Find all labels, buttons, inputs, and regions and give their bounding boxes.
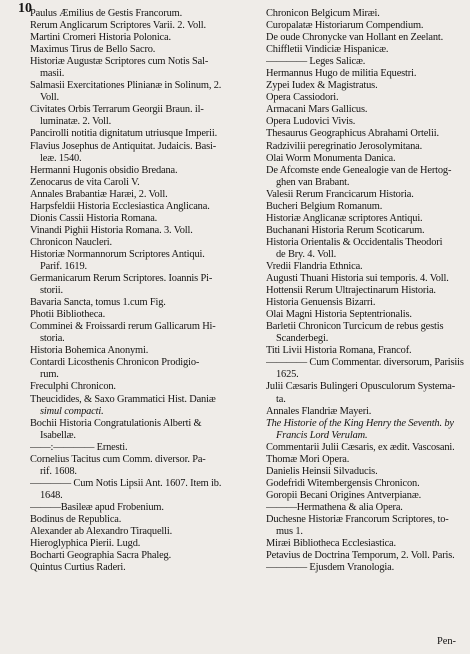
catalog-entry: ———Basileæ apud Frobenium. bbox=[30, 501, 164, 513]
catalog-entry: Commentarii Julii Cæsaris, ex ædit. Vascosani. bbox=[266, 441, 455, 453]
catalog-entry-continuation: ghen van Brabant. bbox=[276, 176, 350, 188]
catalog-entry: Bavaria Sancta, tomus 1.cum Fig. bbox=[30, 297, 166, 309]
catchword: Pen- bbox=[436, 636, 456, 647]
catalog-entry: Pancirolli notitia dignitatum utriusque Imperii. bbox=[30, 128, 218, 140]
catalog-entry: Titi Livii Historia Romana, Francof. bbox=[266, 345, 412, 357]
catalog-entry: Salmasii Exercitationes Plinianæ in Solinum, 2. bbox=[30, 80, 222, 92]
catalog-entry: Thomæ Mori Opera. bbox=[266, 453, 350, 465]
catalog-entry: Historia Bohemica Anonymi. bbox=[30, 345, 149, 357]
catalog-entry-continuation: mus 1. bbox=[276, 526, 303, 538]
catalog-entry: Alexander ab Alexandro Tiraquelli. bbox=[30, 526, 173, 538]
catalog-entry: ———— Cum Notis Lipsii Ant. 1607. Item ib. bbox=[30, 477, 222, 489]
catalog-entry: Godefridi Witembergensis Chronicon. bbox=[266, 477, 420, 489]
catalog-entry: Annales Flandriæ Mayeri. bbox=[266, 405, 372, 417]
catalog-entry: Maximus Tirus de Bello Sacro. bbox=[30, 44, 156, 56]
catalog-entry: Armacani Mars Gallicus. bbox=[266, 104, 368, 116]
catalog-entry-continuation: rum. bbox=[40, 369, 59, 381]
catalog-entry: Olai Magni Historia Septentrionalis. bbox=[266, 309, 412, 321]
catalog-entry: Hottensii Rerum Ultrajectinarum Historia. bbox=[266, 285, 436, 297]
catalog-entry: Hermannus Hugo de militia Equestri. bbox=[266, 68, 417, 80]
catalog-entry: Bodinus de Republica. bbox=[30, 513, 122, 525]
catalog-entry-continuation: Voll. bbox=[40, 92, 59, 104]
catalog-entry: Valesii Rerum Francicarum Historia. bbox=[266, 188, 414, 200]
left-column bbox=[30, 8, 258, 574]
catalog-entry: De Afcomste ende Genealogie van de Hertog- bbox=[266, 164, 452, 176]
catalog-entry-continuation: masii. bbox=[40, 68, 65, 80]
catalog-entry: Annales Brabantiæ Haræi, 2. Voll. bbox=[30, 188, 168, 200]
catalog-entry: Germanicarum Rerum Scriptores. Ioannis Pi- bbox=[30, 273, 213, 285]
catalog-entry: Miræi Bibliotheca Ecclesiastica. bbox=[266, 538, 396, 550]
catalog-entry: Paulus Æmilius de Gestis Francorum. bbox=[30, 8, 183, 19]
catalog-entry-continuation: de Bry. 4. Voll. bbox=[276, 248, 337, 260]
catalog-entry: Goropii Becani Origines Antverpianæ. bbox=[266, 489, 422, 501]
catalog-entry: De oude Chronycke van Hollant en Zeelant. bbox=[266, 32, 444, 44]
catalog-entry-continuation: Scanderbegi. bbox=[276, 333, 329, 345]
catalog-entry: Comminei & Froissardi rerum Gallicarum Hi- bbox=[30, 321, 216, 333]
catalog-entry: Theucidides, & Saxo Grammatici Hist. Daniæ bbox=[30, 393, 216, 405]
catalog-entry: Curopalatæ Historiarum Compendium. bbox=[266, 20, 424, 32]
catalog-entry: Julii Cæsaris Bulingeri Opusculorum Systema- bbox=[266, 381, 456, 393]
catalog-entry: Hieroglyphica Pierii. Lugd. bbox=[30, 538, 141, 550]
catalog-entry: ———Hermathena & alia Opera. bbox=[266, 501, 403, 513]
catalog-entry: Freculphi Chronicon. bbox=[30, 381, 116, 393]
catalog-entry-continuation: storii. bbox=[40, 285, 63, 297]
catalog-entry: Petavius de Doctrina Temporum, 2. Voll. Paris. bbox=[266, 550, 455, 562]
catalog-entry: Barletii Chronicon Turcicum de rebus gestis bbox=[266, 321, 444, 333]
catalog-entry: ———— Leges Salicæ. bbox=[266, 56, 366, 68]
catalog-entry-continuation: ta. bbox=[276, 393, 286, 405]
catalog-entry: Chronicon Naucleri. bbox=[30, 236, 112, 248]
page-number: 10 bbox=[18, 1, 32, 16]
catalog-entry: Martini Cromeri Historia Polonica. bbox=[30, 32, 171, 44]
catalog-entry: Civitates Orbis Terrarum Georgii Braun. il- bbox=[30, 104, 204, 116]
catalog-entry: Vinandi Pighii Historia Romana. 3. Voll. bbox=[30, 224, 193, 236]
catalog-entry: Opera Cassiodori. bbox=[266, 92, 339, 104]
catalog-entry: ———— Ejusdem Vranologia. bbox=[266, 562, 395, 574]
catalog-entry: Danielis Heinsii Silvaducis. bbox=[266, 465, 378, 477]
catalog-entry: Historia Orientalis & Occidentalis Theodori bbox=[266, 236, 443, 248]
catalog-entry: Buchanani Historia Rerum Scoticarum. bbox=[266, 224, 425, 236]
catalog-entry: Flavius Josephus de Antiquitat. Judaicis. Basi- bbox=[30, 140, 217, 152]
catalog-entry: Augusti Thuani Historia sui temporis. 4. Voll. bbox=[266, 273, 449, 285]
catalog-entry-continuation: rif. 1608. bbox=[40, 465, 77, 477]
catalog-entry: Bucheri Belgium Romanum. bbox=[266, 200, 383, 212]
catalog-entry: Dionis Cassii Historia Romana. bbox=[30, 212, 158, 224]
catalog-entry-continuation: 1648. bbox=[40, 489, 63, 501]
catalog-entry-continuation: storia. bbox=[40, 333, 65, 345]
catalog-entry: Chiffletii Vindiciæ Hispanicæ. bbox=[266, 44, 389, 56]
catalog-entry: Vredii Flandria Ethnica. bbox=[266, 260, 363, 272]
catalog-entry: Chronicon Belgicum Miræi. bbox=[266, 8, 380, 19]
catalog-entry: Zypei Iudex & Magistratus. bbox=[266, 80, 378, 92]
catalog-entry: Photii Bibliotheca. bbox=[30, 309, 106, 321]
catalog-entry: The Historie of the King Henry the Seventh. by bbox=[266, 417, 454, 429]
catalog-entry-continuation: simul compacti. bbox=[40, 405, 104, 417]
right-column bbox=[266, 8, 466, 574]
catalog-entry: Bochii Historia Congratulationis Alberti & bbox=[30, 417, 202, 429]
catalog-entry: Historia Genuensis Bizarri. bbox=[266, 297, 376, 309]
catalog-entry: Olai Worm Monumenta Danica. bbox=[266, 152, 396, 164]
catalog-entry: Contardi Licosthenis Chronicon Prodigio- bbox=[30, 357, 200, 369]
catalog-entry: Cornelius Tacitus cum Comm. diversor. Pa- bbox=[30, 453, 206, 465]
catalog-entry: Opera Ludovici Vivis. bbox=[266, 116, 356, 128]
catalog-entry: Hermanni Hugonis obsidio Bredana. bbox=[30, 164, 178, 176]
catalog-entry: Zenocarus de vita Caroli V. bbox=[30, 176, 140, 188]
catalog-entry: Historiæ Anglicanæ scriptores Antiqui. bbox=[266, 212, 423, 224]
catalog-entry: Thesaurus Geographicus Abrahami Ortelii. bbox=[266, 128, 439, 140]
catalog-entry: Bocharti Geographia Sacra Phaleg. bbox=[30, 550, 172, 562]
catalog-entry: ——:———— Ernesti. bbox=[30, 441, 128, 453]
catalog-entry-continuation: luminatæ. 2. Voll. bbox=[40, 116, 112, 128]
catalog-entry-continuation: leæ. 1540. bbox=[40, 152, 82, 164]
catalog-entry: Historiæ Augustæ Scriptores cum Notis Sal- bbox=[30, 56, 209, 68]
catalog-entry: ———— Cum Commentar. diversorum, Parisiis bbox=[266, 357, 464, 369]
catalog-entry: Harpsfeldii Historia Ecclesiastica Anglicana. bbox=[30, 200, 210, 212]
catalog-entry-continuation: 1625. bbox=[276, 369, 299, 381]
catalog-entry: Quintus Curtius Raderi. bbox=[30, 562, 126, 574]
catalog-entry-continuation: Francis Lord Verulam. bbox=[276, 429, 368, 441]
catalog-entry: Rerum Anglicarum Scriptores Varii. 2. Voll. bbox=[30, 20, 206, 32]
catalog-entry-continuation: Isabellæ. bbox=[40, 429, 76, 441]
catalog-entry-continuation: Parif. 1619. bbox=[40, 260, 87, 272]
catalog-entry: Radzivilii peregrinatio Jerosolymitana. bbox=[266, 140, 423, 152]
catalog-entry: Duchesne Historiæ Francorum Scriptores, to- bbox=[266, 513, 449, 525]
catalog-entry: Historiæ Normannorum Scriptores Antiqui. bbox=[30, 248, 205, 260]
